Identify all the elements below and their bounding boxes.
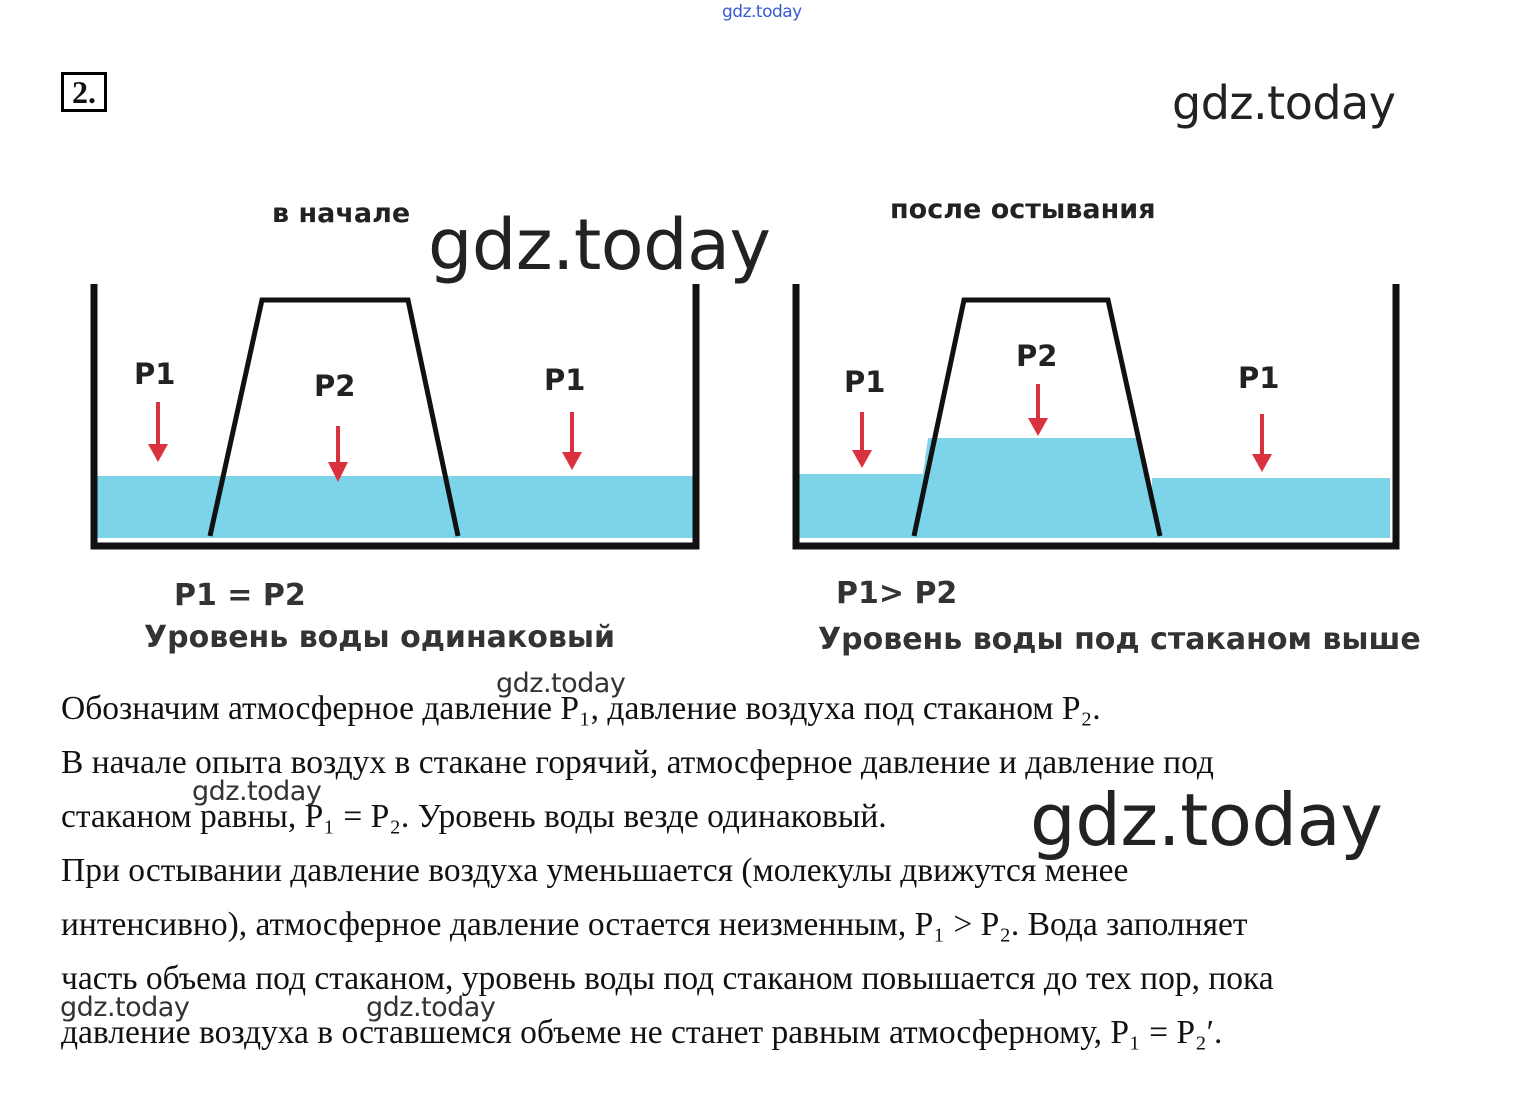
- text-line: часть объема под стаканом, уровень воды под стаканом повышается до тех пор, пока: [61, 960, 1274, 997]
- arrow-p1-right-r: [1252, 414, 1272, 472]
- watermark-big-2: gdz.today: [1030, 778, 1383, 862]
- watermark-small-1: gdz.today: [496, 668, 626, 699]
- caption-right-equation: P1> P2: [836, 576, 958, 611]
- arrow-p1-left-r: [852, 412, 872, 468]
- text-line: интенсивно), атмосферное давление остается неизменным, P₁ > P₂. Вода заполняет: [61, 906, 1248, 943]
- water-outside-left: [798, 474, 928, 538]
- arrow-p1-right: [562, 412, 582, 470]
- diagram-right-title: после остывания: [890, 194, 1156, 225]
- label-p1-right-r: P1: [1238, 361, 1280, 395]
- label-p1-left: P1: [134, 357, 176, 391]
- water-under-glass: [914, 438, 1160, 538]
- diagram-right: [796, 284, 1396, 546]
- arrow-p2-left: [328, 426, 348, 482]
- water-left: [96, 476, 694, 538]
- text-line: В начале опыта воздух в стакане горячий, атмосферное давление и давление под: [61, 744, 1214, 781]
- explanation-text: [61, 682, 1501, 1060]
- watermark-small-4: gdz.today: [366, 992, 496, 1023]
- arrow-p1-left: [148, 402, 168, 462]
- diagram-left-title: в начале: [272, 198, 411, 229]
- label-p2-right: P2: [1016, 339, 1058, 373]
- caption-right-level: Уровень воды под стаканом выше: [818, 622, 1421, 657]
- text-line: стаканом равны, P₁ = P₂. Уровень воды везде одинаковый.: [61, 798, 887, 835]
- text-line: При остывании давление воздуха уменьшается (молекулы движутся менее: [61, 852, 1129, 889]
- caption-left-equation: P1 = P2: [174, 578, 306, 613]
- label-p1-right: P1: [544, 363, 586, 397]
- watermark-big-1: gdz.today: [428, 204, 771, 286]
- watermark-small-2: gdz.today: [192, 776, 322, 807]
- watermark-top: gdz.today: [722, 2, 802, 22]
- water-outside-right: [1152, 478, 1390, 538]
- diagram-left: [94, 284, 696, 546]
- caption-left-level: Уровень воды одинаковый: [144, 620, 616, 655]
- label-p1-left-r: P1: [844, 365, 886, 399]
- text-line: Обозначим атмосферное давление P₁, давление воздуха под стаканом P₂.: [61, 690, 1101, 727]
- task-number-badge: 2.: [61, 72, 107, 112]
- label-p2-left: P2: [314, 369, 356, 403]
- text-line: давление воздуха в оставшемся объеме не станет равным атмосферному, P₁ = P₂′.: [61, 1014, 1223, 1051]
- watermark-small-3: gdz.today: [60, 992, 190, 1023]
- arrow-p2-right: [1028, 384, 1048, 436]
- watermark-right: gdz.today: [1172, 76, 1396, 130]
